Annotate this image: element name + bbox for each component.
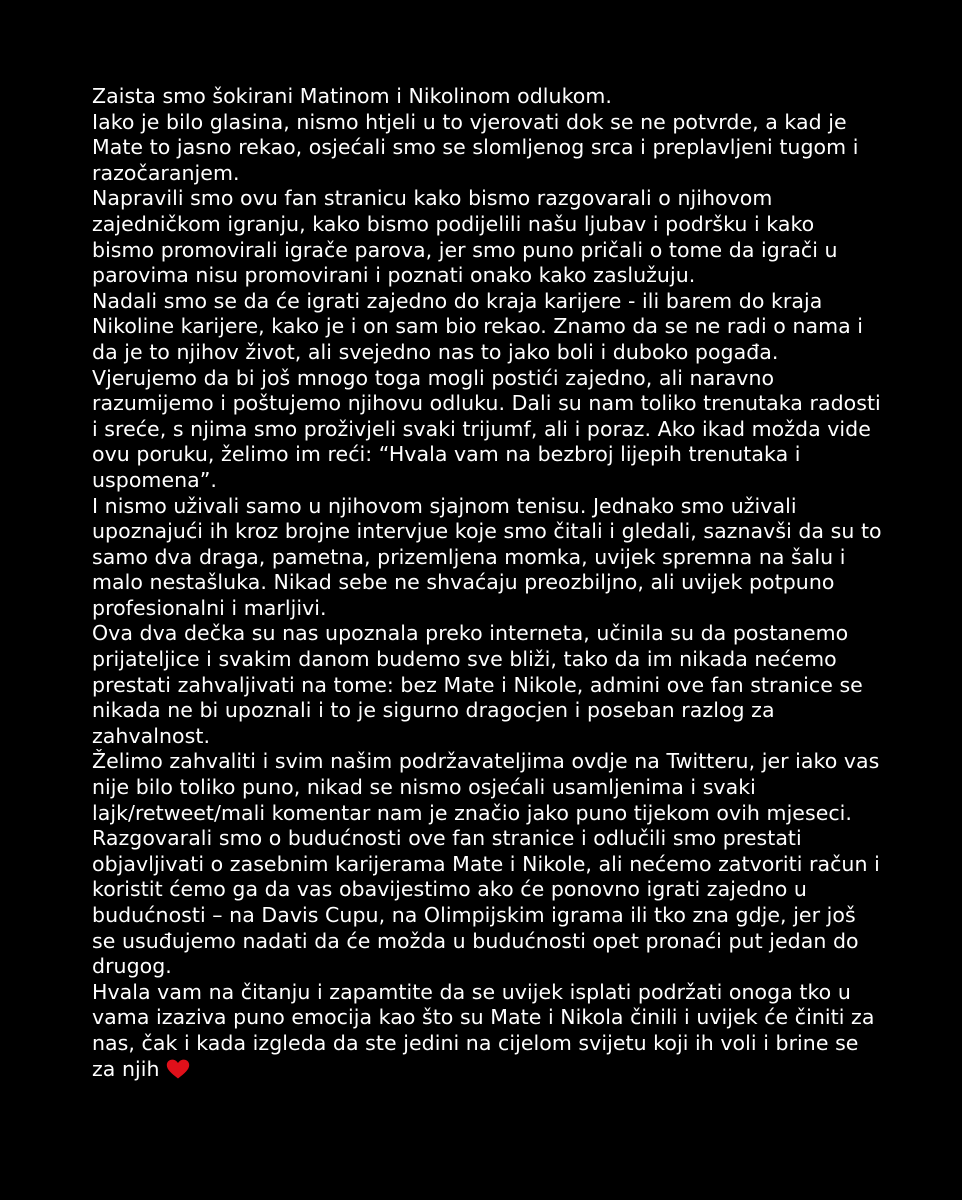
paragraph-3: Napravili smo ovu fan stranicu kako bismo razgovarali o njihovom zajedničkom igranju, kako bismo podijelili našu ljubav i podršku i kako bismo promovirali igrače parova, jer smo puno pričali o tome da igrači u parovima nisu promovirani i poznati onako kako zaslužuju. [92, 186, 838, 288]
letter-text [92, 84, 882, 1082]
paragraph-1: Zaista smo šokirani Matinom i Nikolinom odlukom. [92, 84, 612, 108]
paragraph-8: Želimo zahvaliti i svim našim podržavateljima ovdje na Twitteru, jer iako vas nije bilo toliko puno, nikad se nismo osjećali usamljenima i svaki lajk/retweet/mali komentar nam je značio jako puno tijekom ovih mjeseci. [92, 749, 880, 825]
paragraph-4: Nadali smo se da će igrati zajedno do kraja karijere - ili barem do kraja Nikoline karijere, kako je i on sam bio rekao. Znamo da se ne radi o nama i da je to njihov život, ali svejedno nas to jako boli i duboko pogađa. [92, 288, 864, 364]
paragraph-10 [92, 980, 882, 1082]
closing-text: Hvala vam na čitanju i zapamtite da se uvijek isplati podržati onoga tko u vama izaziva puno emocija kao što su Mate i Nikola činili i uvijek će činiti za nas, čak i kada izgleda da ste jedini na cijelom svijetu koji ih voli i brine se za njih [92, 979, 875, 1081]
heart-icon [166, 1059, 190, 1079]
paragraph-5: Vjerujemo da bi još mnogo toga mogli postići zajedno, ali naravno razumijemo i poštujemo njihovu odluku. Dali su nam toliko trenutaka radosti i sreće, s njima smo proživjeli svaki trijumf, ali i poraz. Ako ikad možda vide ovu poruku, želimo im reći: “Hvala vam na bezbroj lijepih trenutaka i uspomena”. [92, 365, 881, 492]
paragraph-9: Razgovarali smo o budućnosti ove fan stranice i odlučili smo prestati objavljivati o zasebnim karijerama Mate i Nikole, ali nećemo zatvoriti račun i koristit ćemo ga da vas obavijestimo ako će ponovno igrati zajedno u budućnosti – na Davis Cupu, na Olimpijskim igrama ili tko zna gdje, jer još se usuđujemo nadati da će možda u budućnosti opet pronaći put jedan do drugog. [92, 826, 880, 979]
paragraph-2: Iako je bilo glasina, nismo htjeli u to vjerovati dok se ne potvrde, a kad je Mate to jasno rekao, osjećali smo se slomljenog srca i preplavljeni tugom i razočaranjem. [92, 109, 859, 185]
paragraph-7: Ova dva dečka su nas upoznala preko interneta, učinila su da postanemo prijateljice i svakim danom budemo sve bliži, tako da im nikada nećemo prestati zahvaljivati na tome: bez Mate i Nikole, admini ove fan stranice se nikada ne bi upoznali i to je sigurno dragocjen i poseban razlog za zahvalnost. [92, 621, 863, 748]
paragraph-6: I nismo uživali samo u njihovom sjajnom tenisu. Jednako smo uživali upoznajući ih kroz brojne intervjue koje smo čitali i gledali, saznavši da su to samo dva draga, pametna, prizemljena momka, uvijek spremna na šalu i malo nestašluka. Nikad sebe ne shvaćaju preozbiljno, ali uvijek potpuno profesionalni i marljivi. [92, 493, 882, 620]
